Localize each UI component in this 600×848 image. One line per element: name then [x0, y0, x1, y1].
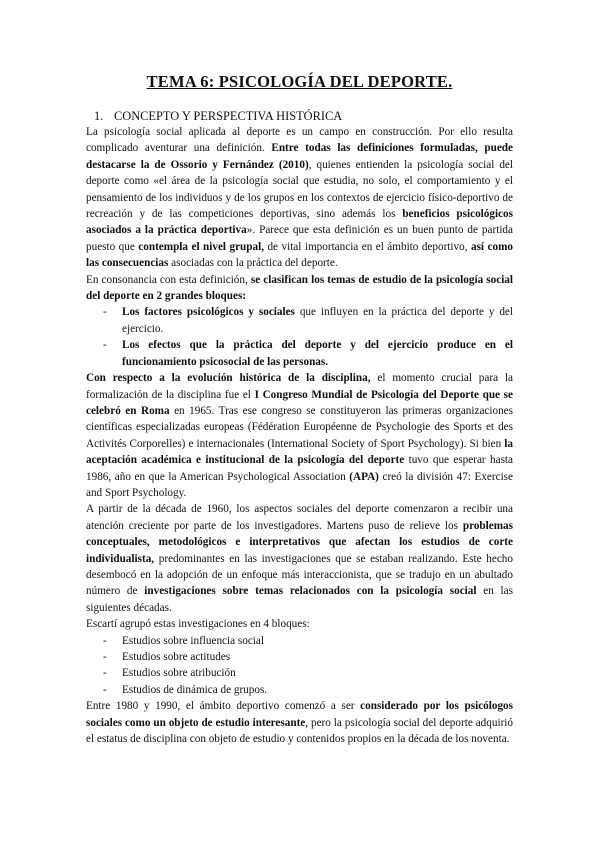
list-item: [86, 304, 513, 337]
bold-run: la aceptación académica e institucional de la psicología del deporte: [86, 437, 513, 467]
section-title: CONCEPTO Y PERSPECTIVA HISTÓRICA: [114, 109, 343, 123]
list-item: [86, 337, 513, 370]
bold-run: problemas conceptuales, metodológicos e interpretativos que afectan los estudios de corte individualista,: [86, 519, 513, 565]
bold-run: así como las consecuencias: [86, 240, 513, 270]
paragraph-1960s: [86, 501, 513, 616]
list-item: - Estudios sobre atribución: [86, 665, 513, 681]
bold-run: investigaciones sobre temas relacionados con la psicología social: [144, 585, 477, 598]
bold-run: (APA): [349, 470, 379, 483]
bold-run: beneficios psicológicos asociados a la práctica deportiva: [86, 208, 513, 237]
text-run: predominantes en las investigaciones que se estaban realizando. Este hecho desembocó en la adopción de un enfoque más interaccionista, que se tradujo en un abultado número de: [86, 552, 513, 598]
text-run: creó la división 47: Exercise and Sport Psychology.: [86, 470, 514, 499]
text-run: en las siguientes décadas.: [86, 585, 513, 614]
text-run: que influyen en la práctica del deporte y del ejercicio.: [122, 306, 513, 335]
section-heading: [94, 108, 513, 124]
text-run: A partir de la década de 1960, los aspectos sociales del deporte comenzaron a recibir una atención creciente por parte de los investigadores. Martens puso de relieve los: [86, 503, 513, 532]
list-item: - Estudios sobre influencia social: [86, 633, 513, 649]
bold-run: I Congreso Mundial de Psicología del Deporte que se celebró en Roma: [86, 388, 513, 417]
bold-run: considerado por los psicólogos sociales como un objeto de estudio interesante: [86, 700, 513, 729]
document-page: [86, 72, 513, 747]
text-run: asociadas con la práctica del deporte.: [168, 257, 338, 270]
list-item: - Estudios de dinámica de grupos.: [86, 682, 513, 698]
paragraph-definition: [86, 124, 513, 272]
paragraph-escarti: Escartí agrupó estas investigaciones en 4 bloques:: [86, 618, 310, 631]
bold-run: Los efectos que la práctica del deporte y del ejercicio produce en el funcionamiento psicosocial de las personas.: [122, 339, 513, 368]
text-run: en 1965. Tras ese congreso se constituyeron las primeras organizaciones científicas especializadas europeas (Fédération Européenne de Psychologie des Sports et des Activités Corporelles) e internacionales (International Society of Sport Psychology). Si bien: [86, 404, 514, 450]
page-title: TEMA 6: PSICOLOGÍA DEL DEPORTE.: [146, 72, 453, 91]
text-run: , quienes entienden la psicología social del deporte como «el área de la psicología social que estudia, no solo, el comportamiento y el pensamiento de los individuos y de los grupos en los contextos de ejercicio físico-deportivo de recreación y de las competiciones deportivas, sino además los: [86, 158, 514, 221]
bold-run: Los factores psicológicos y sociales: [122, 306, 295, 319]
bold-run: se clasifican los temas de estudio de la psicología social del deporte en 2 grandes bloques:: [86, 273, 513, 303]
bold-run: contempla el nivel grupal,: [138, 240, 264, 253]
paragraph-classification: [86, 272, 513, 305]
paragraph-history: [86, 370, 513, 501]
studies-list: [86, 633, 513, 699]
text-run: , pero la psicología social del deporte adquirió el estatus de disciplina con objeto de estudio y contenidos propios en la década de los noventa.: [86, 716, 513, 746]
list-item: - Estudios sobre actitudes: [86, 649, 513, 665]
text-run: La psicología social aplicada al deporte es un campo en construcción. Por ello resulta complicado aventurar una definición.: [86, 126, 513, 155]
text-run: de vital importancia en el ámbito deportivo,: [264, 240, 471, 253]
text-run: En consonancia con esta definición,: [86, 273, 251, 286]
bold-run: Con respecto a la evolución histórica de la disciplina,: [86, 372, 371, 385]
paragraph-1980s: [86, 698, 513, 747]
text-run: ». Parece que esta definición es un buen punto de partida puesto que: [86, 224, 513, 253]
bold-run: Entre todas las definiciones formuladas, puede destacarse la de Ossorio y Fernández (2010): [86, 142, 513, 171]
text-run: el momento crucial para la formalización de la disciplina fue el: [86, 372, 514, 401]
blocks-list: [86, 304, 513, 370]
text-run: tuvo que esperar hasta 1986, año en que la American Psychological Association: [86, 454, 513, 483]
text-run: Entre 1980 y 1990, el ámbito deportivo comenzó a ser: [86, 700, 361, 713]
section-number: 1.: [94, 109, 104, 123]
